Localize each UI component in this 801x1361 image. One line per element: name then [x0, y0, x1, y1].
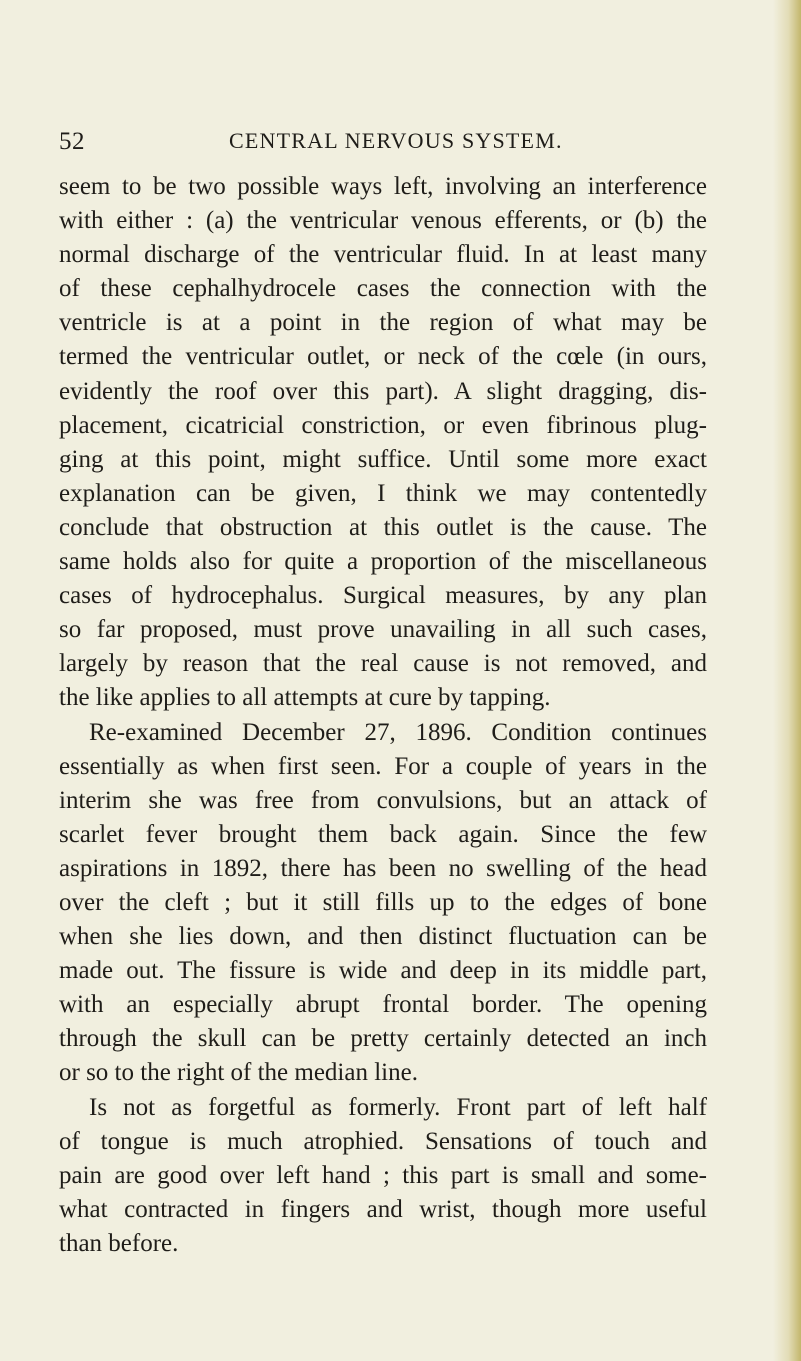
text-line: so far proposed, must prove unavailing in all such cases,: [59, 616, 707, 644]
body-text: [59, 170, 707, 1261]
text-line: of tongue is much atrophied. Sensations of touch and: [59, 1127, 707, 1155]
text-line: with an especially abrupt frontal border. The opening: [59, 991, 707, 1019]
text-line-paragraph-start: Is not as forgetful as formerly. Front part of left half: [89, 1093, 707, 1121]
text-line: pain are good over left hand ; this part is small and some-: [59, 1161, 707, 1189]
text-line-paragraph-end: than before.: [59, 1229, 179, 1257]
text-line: ging at this point, might suffice. Until some more exact: [59, 445, 707, 473]
text-line: same holds also for quite a proportion of the miscellaneous: [59, 548, 707, 576]
page-number: 52: [59, 128, 85, 155]
text-line: when she lies down, and then distinct fluctuation can be: [59, 923, 707, 951]
text-line: aspirations in 1892, there has been no swelling of the head: [59, 854, 707, 882]
text-line: placement, cicatricial constriction, or even fibrinous plug-: [59, 411, 707, 439]
text-line: cases of hydrocephalus. Surgical measures, by any plan: [59, 582, 707, 610]
text-line: essentially as when first seen. For a couple of years in the: [59, 752, 707, 780]
text-line: scarlet fever brought them back again. Since the few: [59, 820, 707, 848]
text-line: ventricle is at a point in the region of what may be: [59, 309, 707, 337]
text-line: interim she was free from convulsions, but an attack of: [59, 786, 707, 814]
text-line: seem to be two possible ways left, involving an interference: [59, 173, 707, 200]
text-line-paragraph-end: the like applies to all attempts at cure by tapping.: [59, 684, 551, 712]
running-head: [0, 128, 801, 168]
text-line: with either : (a) the ventricular venous efferents, or (b) the: [59, 207, 707, 235]
text-line-paragraph-end: or so to the right of the median line.: [59, 1059, 418, 1087]
text-line: conclude that obstruction at this outlet is the cause. The: [59, 513, 707, 541]
text-line: made out. The fissure is wide and deep in its middle part,: [59, 957, 707, 985]
text-line: what contracted in fingers and wrist, though more useful: [59, 1195, 707, 1223]
page-edge-shadow: [773, 0, 801, 1361]
running-title: CENTRAL NERVOUS SYSTEM.: [229, 128, 563, 153]
text-line: explanation can be given, I think we may contentedly: [59, 479, 707, 507]
text-line: of these cephalhydrocele cases the connection with the: [59, 275, 707, 303]
text-line: largely by reason that the real cause is not removed, and: [59, 650, 707, 678]
text-line: evidently the roof over this part). A slight dragging, dis-: [59, 377, 707, 405]
text-line: through the skull can be pretty certainly detected an inch: [59, 1025, 707, 1053]
text-line: normal discharge of the ventricular fluid. In at least many: [59, 241, 707, 269]
text-line-paragraph-start: Re-examined December 27, 1896. Condition continues: [89, 718, 707, 746]
text-line: over the cleft ; but it still fills up to the edges of bone: [59, 888, 707, 916]
text-line: termed the ventricular outlet, or neck of the cœle (in ours,: [59, 343, 707, 371]
